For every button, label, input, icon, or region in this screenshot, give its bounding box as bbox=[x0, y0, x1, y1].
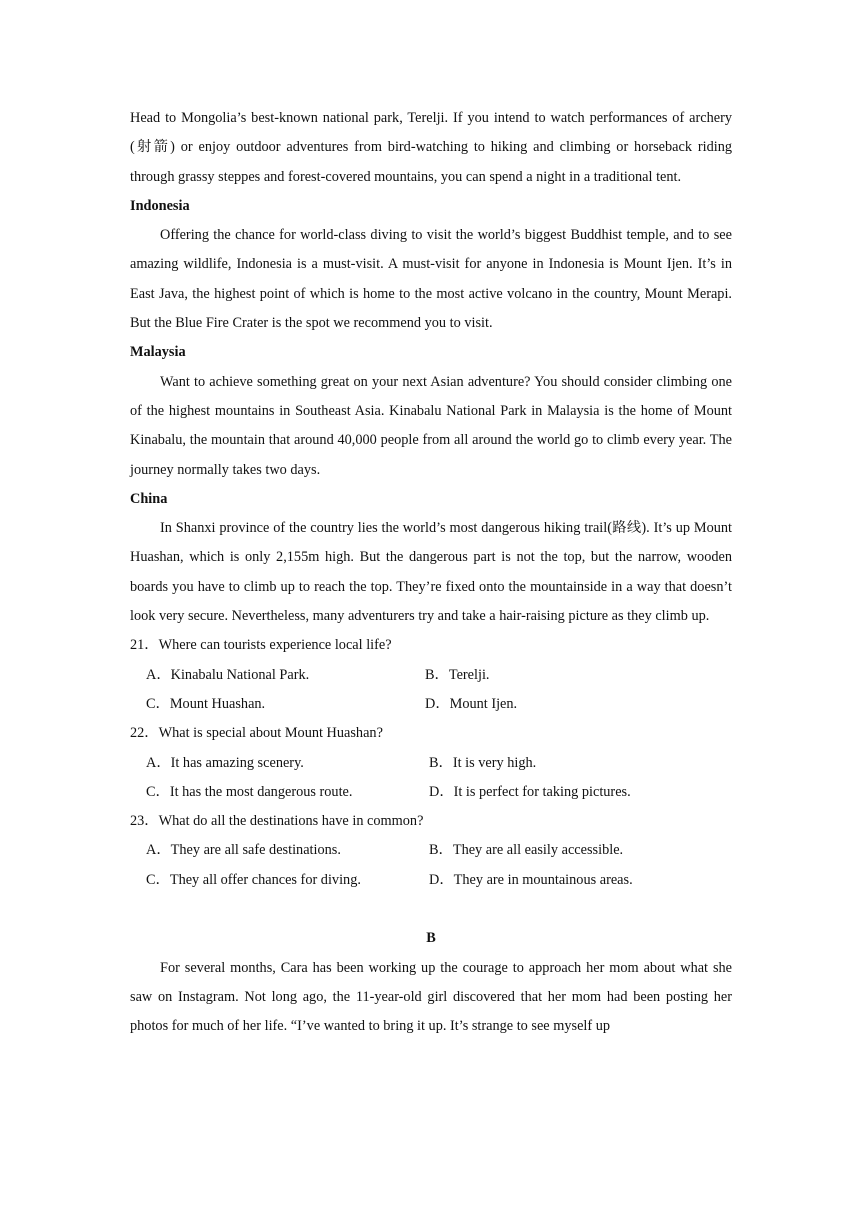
option-b: B．Terelji. bbox=[425, 666, 490, 683]
option-row bbox=[130, 690, 732, 719]
question-stem: 21．Where can tourists experience local life? bbox=[130, 637, 392, 654]
malaysia-heading: Malaysia bbox=[130, 344, 186, 361]
document-page bbox=[130, 104, 732, 1042]
malaysia-paragraph: Want to achieve something great on your next Asian adventure? You should consider climbing one of the highest mountains in Southeast Asia. Kinabalu National Park in Malaysia is the home of Mount Kinabalu, the mountain that around 40,000 people from all around the world go to climb every year. The journey normally takes two days. bbox=[130, 373, 732, 478]
question-21 bbox=[130, 631, 732, 719]
section-b-title: B bbox=[426, 930, 436, 947]
option-row bbox=[130, 836, 732, 865]
option-d: D．They are in mountainous areas. bbox=[429, 871, 633, 888]
indonesia-paragraph: Offering the chance for world-class diving to visit the world’s biggest Buddhist temple, and to see amazing wildlife, Indonesia is a must-visit. A must-visit for anyone in Indonesia is Mount Ijen. It’s in East Java, the highest point of which is home to the most active volcano in the country, Mount Merapi. But the Blue Fire Crater is the spot we recommend you to visit. bbox=[130, 227, 732, 332]
question-stem: 23．What do all the destinations have in common? bbox=[130, 813, 424, 830]
option-row bbox=[130, 866, 732, 895]
option-d: D．Mount Ijen. bbox=[425, 695, 518, 712]
question-23 bbox=[130, 807, 732, 895]
option-d: D．It is perfect for taking pictures. bbox=[429, 783, 631, 800]
option-row bbox=[130, 749, 732, 778]
china-paragraph: In Shanxi province of the country lies the world’s most dangerous hiking trail(路线). It’s up Mount Huashan, which is only 2,155m high. But the dangerous part is not the top, but the narrow, wooden boards you have to climb up to reach the top. They’re fixed onto the mountainside in a way that doesn’t look very secure. Nevertheless, many adventurers try and take a hair-raising picture as they climb up. bbox=[130, 520, 732, 625]
indonesia-heading: Indonesia bbox=[130, 197, 190, 214]
option-a: A．Kinabalu National Park. bbox=[146, 666, 310, 683]
question-22 bbox=[130, 719, 732, 807]
option-c: C．Mount Huashan. bbox=[146, 695, 266, 712]
option-row bbox=[130, 778, 732, 807]
china-heading: China bbox=[130, 490, 168, 507]
option-c: C．They all offer chances for diving. bbox=[146, 871, 361, 888]
option-b: B．They are all easily accessible. bbox=[429, 842, 624, 859]
option-row bbox=[130, 661, 732, 690]
option-a: A．They are all safe destinations. bbox=[146, 842, 341, 859]
option-b: B．It is very high. bbox=[429, 754, 537, 771]
question-stem: 22．What is special about Mount Huashan? bbox=[130, 725, 383, 742]
mongolia-paragraph: Head to Mongolia’s best-known national park, Terelji. If you intend to watch performances of archery (射箭) or enjoy outdoor adventures from bird-watching to hiking and climbing or horseback riding through grassy steppes and forest-covered mountains, you can spend a night in a traditional tent. bbox=[130, 110, 732, 185]
option-c: C．It has the most dangerous route. bbox=[146, 783, 353, 800]
section-b-paragraph: For several months, Cara has been working up the courage to approach her mom about what she saw on Instagram. Not long ago, the 11-year-old girl discovered that her mom had been posting her photos for much of her life. “I’ve wanted to bring it up. It’s strange to see myself up bbox=[130, 959, 732, 1035]
option-a: A．It has amazing scenery. bbox=[146, 754, 304, 771]
